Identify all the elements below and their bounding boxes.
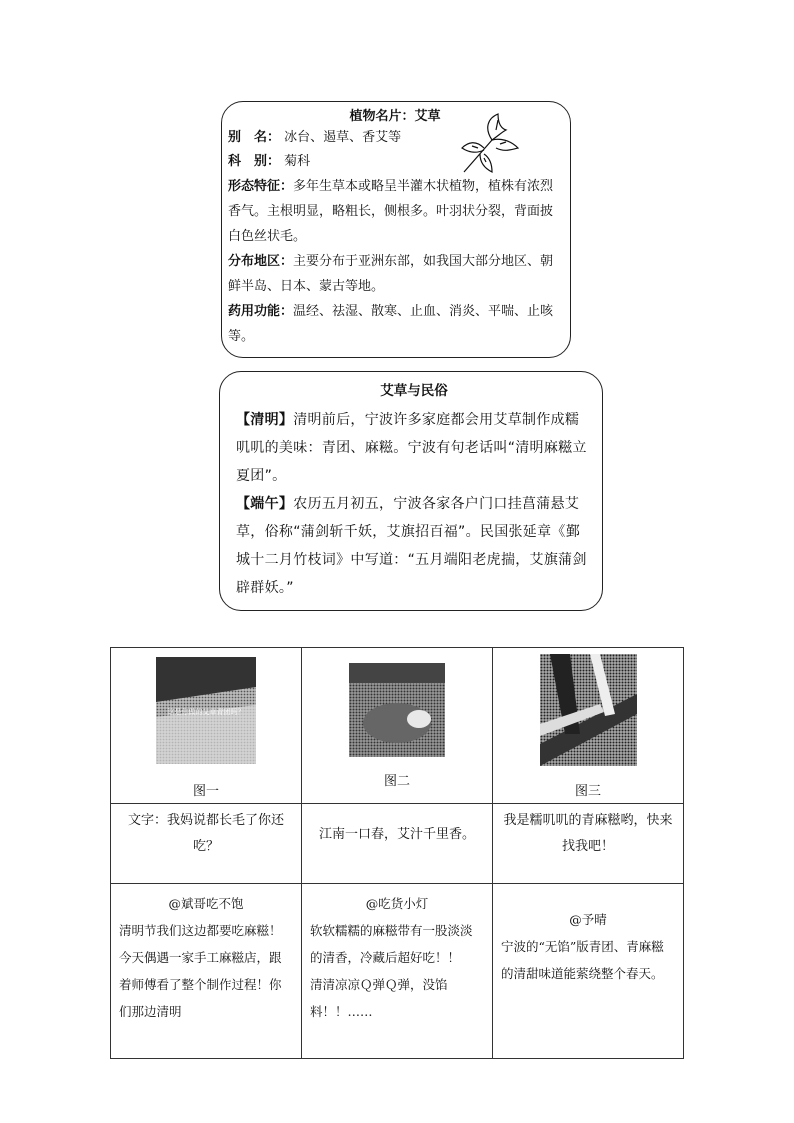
image-cell-3 — [493, 648, 684, 804]
comment-user-3: @予晴 — [569, 912, 607, 927]
caption-2: 图二 — [383, 774, 410, 789]
comment-text-3: 宁波的“无馅”版青团、青麻糍的清甜味道能萦绕整个春天。 — [501, 939, 664, 981]
text-row — [111, 804, 684, 884]
folklore-card-title: 艾草与民俗 — [380, 383, 448, 399]
comment-text-1: 清明节我们这边都要吃麻糍！今天偶遇一家手工麻糍店，跟着师傅看了整个制作过程！你们那边清明 — [119, 923, 282, 1019]
morphology-label: 形态特征： — [228, 179, 294, 194]
morphology-value: 多年生草本或略呈半灌木状植物，植株有浓烈香气。主根明显，略粗长，侧根多。叶羽状分裂，背面披白色丝状毛。 — [228, 179, 554, 244]
image-cell-2 — [302, 648, 493, 804]
comment-text-2: 软软糯糯的麻糍带有一股淡淡的清香，冷藏后超好吃！！ 清清凉凉Ｑ弹Ｑ弹，没馅料！！…… — [310, 923, 473, 1019]
folklore-card — [219, 371, 603, 611]
comment-cell-2 — [302, 884, 493, 1059]
medicinal-paragraph — [228, 299, 562, 349]
caption-1: 图一 — [192, 784, 219, 799]
text-cell-3: 我是糯叽叽的青麻糍哟，快来找我吧！ — [493, 804, 684, 884]
photo-3 — [540, 654, 637, 766]
text-cell-2: 江南一口春，艾汁千里香。 — [302, 804, 493, 884]
plant-card-title: 植物名片：艾草 — [349, 109, 441, 124]
plant-card — [221, 101, 571, 358]
family-value: 菊科 — [284, 154, 311, 169]
alias-value: 冰台、遏草、香艾等 — [284, 130, 402, 145]
comment-row — [111, 884, 684, 1059]
text-cell-1: 文字：我妈说都长毛了你还吃？ — [111, 804, 302, 884]
photo-1 — [156, 657, 256, 764]
image-cell-1 — [111, 648, 302, 804]
comment-user-1: @斌哥吃不饱 — [168, 896, 244, 911]
comment-cell-3 — [493, 884, 684, 1059]
duanwu-text: 农历五月初五，宁波各家各户门口挂菖蒲悬艾草，俗称“蒲剑斩千妖，艾旗招百福”。民国张延章《鄞城十二月竹枝词》中写道：“五月端阳老虎揣，艾旗蒲剑辟群妖。” — [236, 496, 587, 596]
distribution-value: 主要分布于亚洲东部，如我国大部分地区、朝鲜半岛、日本、蒙古等地。 — [228, 254, 554, 294]
social-posts-table — [110, 647, 684, 1059]
comment-cell-1 — [111, 884, 302, 1059]
photo-2 — [349, 663, 445, 757]
caption-3: 图三 — [574, 784, 601, 799]
family-label: 科 别： — [228, 154, 281, 169]
distribution-paragraph — [228, 249, 562, 299]
distribution-label: 分布地区： — [228, 254, 294, 269]
comment-user-2: @吃货小灯 — [365, 896, 429, 911]
qingming-paragraph — [236, 406, 592, 490]
medicinal-label: 药用功能： — [228, 304, 294, 319]
qingming-text: 清明前后，宁波许多家庭都会用艾草制作成糯叽叽的美味：青团、麻糍。宁波有句老话叫“清明麻糍立夏团”。 — [236, 412, 587, 484]
morphology-paragraph — [228, 174, 562, 249]
medicinal-value: 温经、祛湿、散寒、止血、消炎、平喘、止咳等。 — [228, 304, 554, 344]
mugwort-leaf-icon — [454, 110, 526, 182]
image-row — [111, 648, 684, 804]
alias-label: 别 名： — [228, 130, 281, 145]
duanwu-paragraph — [236, 490, 592, 602]
photo-1-overlay-text: 这是你做的艾草青团吗？ — [167, 708, 245, 716]
qingming-label: 【清明】 — [236, 412, 294, 428]
duanwu-label: 【端午】 — [236, 496, 294, 512]
